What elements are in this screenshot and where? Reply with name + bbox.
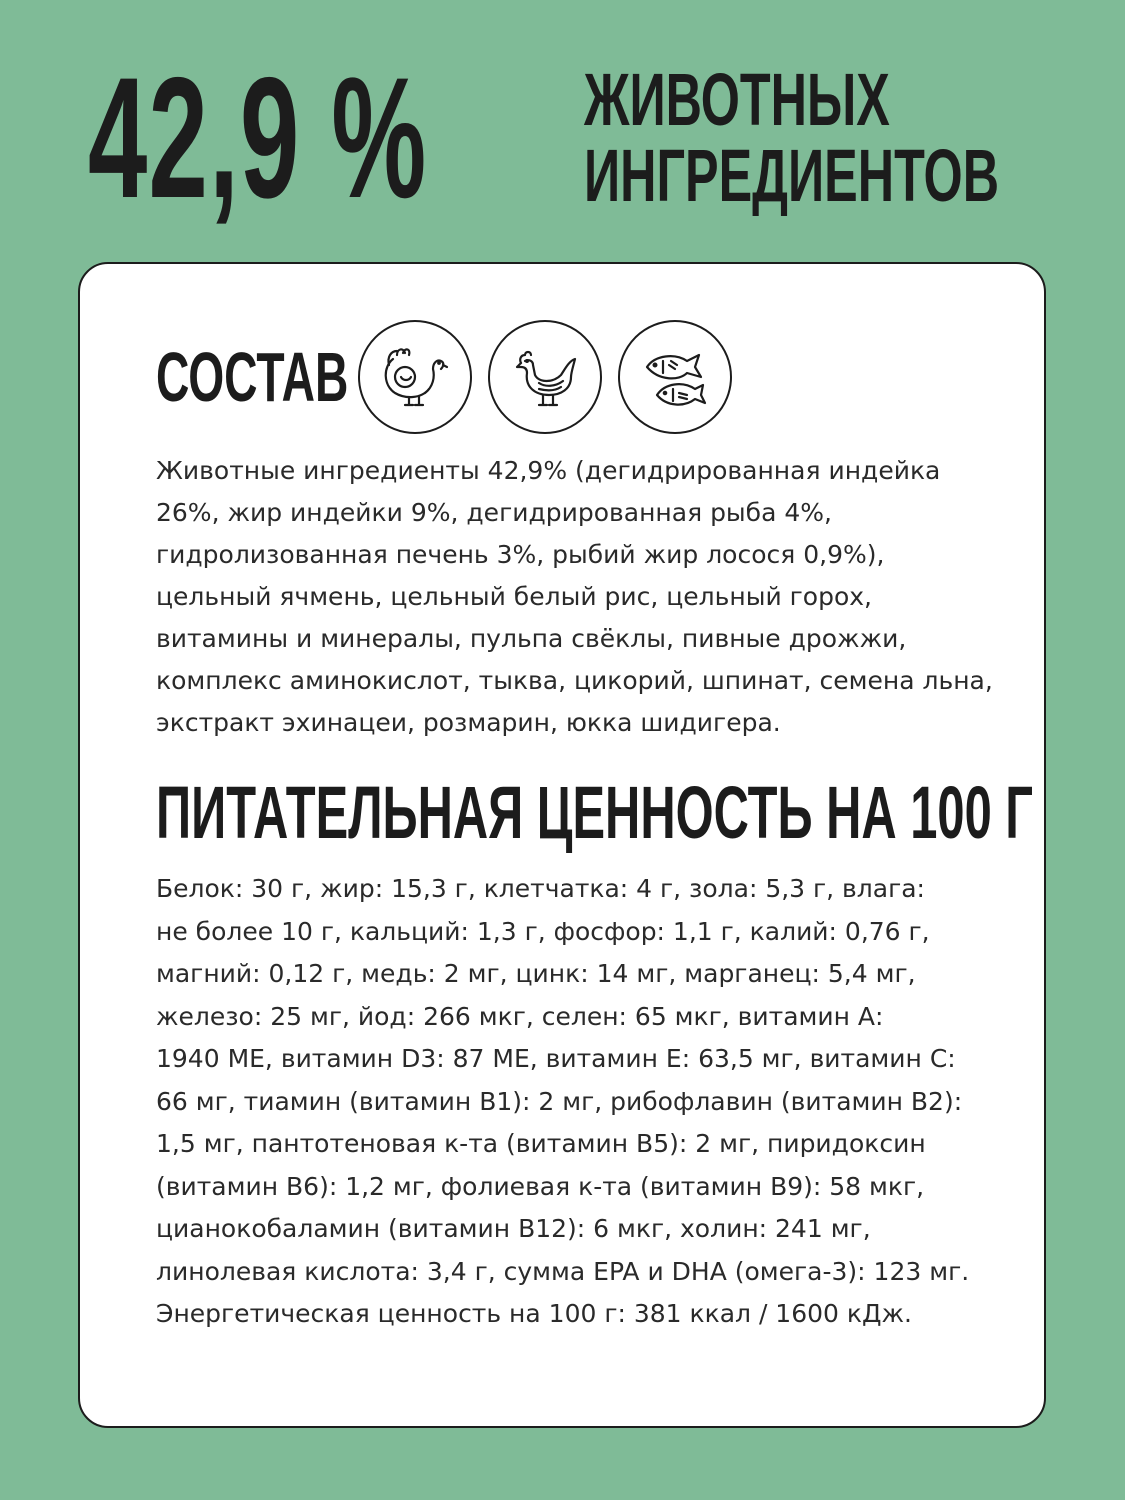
composition-line: гидролизованная печень 3%, рыбий жир лосося 0,9%), <box>156 540 885 569</box>
headline-subtitle-line-1: ЖИВОТНЫХ <box>584 58 890 141</box>
composition-line: экстракт эхинацеи, розмарин, юкка шидигера. <box>156 708 781 737</box>
headline-subtitle-line-2: ИНГРЕДИЕНТОВ <box>584 134 1000 217</box>
composition-line: цельный ячмень, цельный белый рис, цельный горох, <box>156 582 872 611</box>
composition-line: 26%, жир индейки 9%, дегидрированная рыба 4%, <box>156 498 832 527</box>
animal-ingredients-percent: 42,9 % <box>88 42 428 234</box>
nutrition-line: (витамин В6): 1,2 мг, фолиевая к-та (витамин В9): 58 мкг, <box>156 1171 925 1201</box>
nutrition-line: Энергетическая ценность на 100 г: 381 ккал / 1600 кДж. <box>156 1299 912 1328</box>
nutrition-text <box>156 868 1036 1336</box>
nutrition-line: 1,5 мг, пантотеновая к-та (витамин В5): 2 мг, пиридоксин <box>156 1129 926 1158</box>
composition-header <box>156 320 732 434</box>
chicken-icon <box>488 320 602 434</box>
nutrition-line: линолевая кислота: 3,4 г, сумма EPA и DHA (омега-3): 123 мг. <box>156 1256 970 1286</box>
nutrition-line: не более 10 г, кальций: 1,3 г, фосфор: 1,1 г, калий: 0,76 г, <box>156 916 930 946</box>
nutrition-line: 1940 МЕ, витамин D3: 87 МЕ, витамин Е: 63,5 мг, витамин С: <box>156 1044 956 1073</box>
nutrition-title: ПИТАТЕЛЬНАЯ ЦЕННОСТЬ НА 100 Г <box>156 771 1034 854</box>
nutrition-line: железо: 25 мг, йод: 266 мкг, селен: 65 мкг, витамин А: <box>156 1001 884 1031</box>
info-card <box>78 262 1046 1428</box>
nutrition-line: магний: 0,12 г, медь: 2 мг, цинк: 14 мг, марганец: 5,4 мг, <box>156 959 916 988</box>
composition-line: Животные ингредиенты 42,9% (дегидрированная индейка <box>156 456 941 485</box>
nutrition-line: 66 мг, тиамин (витамин В1): 2 мг, рибофлавин (витамин В2): <box>156 1086 963 1116</box>
headline <box>88 42 1125 234</box>
composition-line: комплекс аминокислот, тыква, цикорий, шпинат, семена льна, <box>156 666 993 695</box>
nutrition-line: цианокобаламин (витамин В12): 6 мкг, холин: 241 мг, <box>156 1214 871 1243</box>
composition-line: витамины и минералы, пульпа свёклы, пивные дрожжи, <box>156 624 907 653</box>
composition-title: СОСТАВ <box>156 338 349 416</box>
composition-text <box>156 450 1036 744</box>
fish-icon <box>618 320 732 434</box>
nutrition-line: Белок: 30 г, жир: 15,3 г, клетчатка: 4 г, зола: 5,3 г, влага: <box>156 874 925 903</box>
ingredient-icons <box>358 320 732 434</box>
headline-subtitle <box>584 58 1000 217</box>
turkey-icon <box>358 320 472 434</box>
